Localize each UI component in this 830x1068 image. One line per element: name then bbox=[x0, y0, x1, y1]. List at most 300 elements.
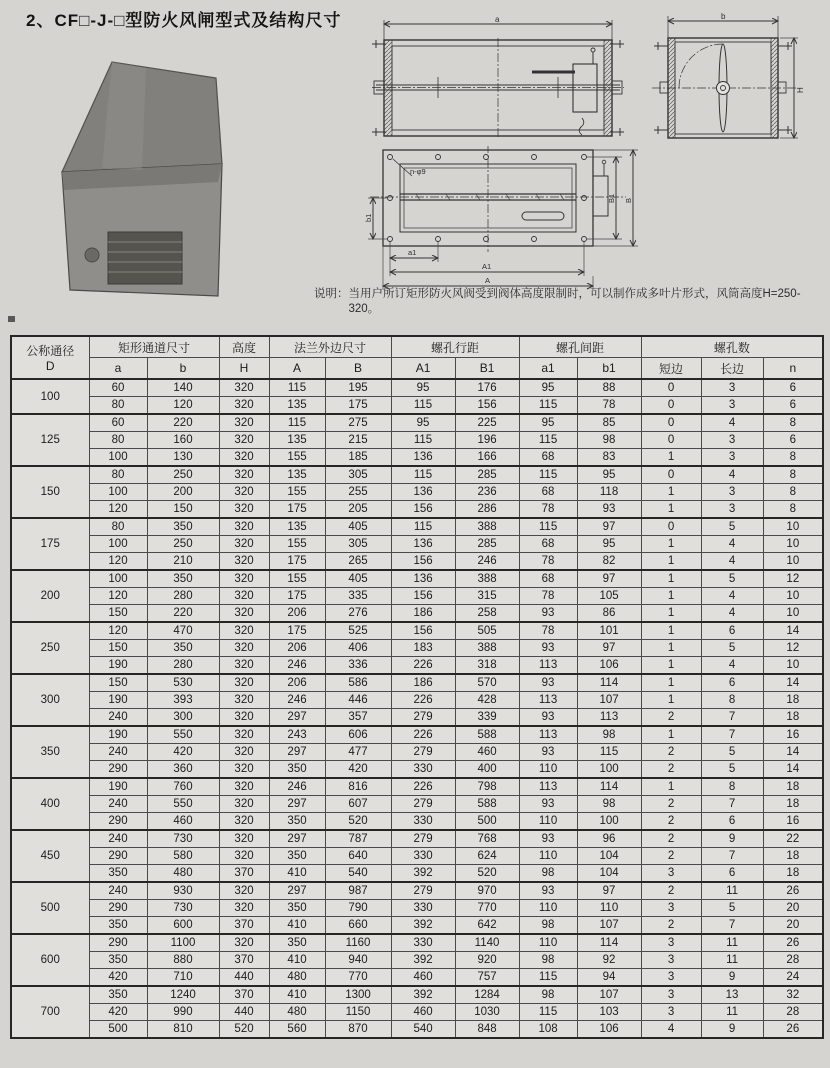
cell-value: 93 bbox=[519, 605, 577, 623]
cell-value: 136 bbox=[391, 536, 455, 553]
cell-value: 370 bbox=[219, 986, 269, 1004]
cell-value: 428 bbox=[455, 692, 519, 709]
cell-value: 1 bbox=[641, 449, 701, 467]
cell-value: 350 bbox=[89, 952, 147, 969]
cell-value: 0 bbox=[641, 466, 701, 484]
cell-value: 246 bbox=[269, 657, 325, 675]
cell-value: 60 bbox=[89, 414, 147, 432]
cell-value: 26 bbox=[763, 934, 823, 952]
cell-value: 14 bbox=[763, 761, 823, 779]
cell-value: 320 bbox=[219, 640, 269, 657]
cell-value: 4 bbox=[641, 1021, 701, 1039]
end-view-drawing bbox=[638, 12, 810, 144]
end-view-dim-h: H bbox=[796, 87, 805, 93]
cell-value: 104 bbox=[577, 848, 641, 865]
cell-value: 68 bbox=[519, 570, 577, 588]
cell-value: 220 bbox=[147, 605, 219, 623]
cell-value: 6 bbox=[701, 622, 763, 640]
cell-value: 4 bbox=[701, 536, 763, 553]
cell-value: 82 bbox=[577, 553, 641, 571]
cell-value: 258 bbox=[455, 605, 519, 623]
cell-value: 3 bbox=[701, 379, 763, 397]
cell-value: 1284 bbox=[455, 986, 519, 1004]
note bbox=[314, 287, 826, 317]
cell-value: 135 bbox=[269, 432, 325, 449]
header-group-hole-row: 螺孔行距 bbox=[391, 336, 519, 358]
flange-dim-b1: B1 bbox=[607, 193, 616, 203]
cell-value: 10 bbox=[763, 588, 823, 605]
cell-value: 115 bbox=[519, 397, 577, 415]
cell-value: 120 bbox=[89, 553, 147, 571]
cell-value: 2 bbox=[641, 796, 701, 813]
cell-value: 285 bbox=[455, 536, 519, 553]
table-row bbox=[11, 466, 823, 484]
cell-value: 115 bbox=[269, 414, 325, 432]
cell-value: 80 bbox=[89, 397, 147, 415]
cell-value: 320 bbox=[219, 778, 269, 796]
cell-value: 0 bbox=[641, 432, 701, 449]
cell-value: 206 bbox=[269, 674, 325, 692]
cell-value: 115 bbox=[391, 466, 455, 484]
cell-value: 7 bbox=[701, 796, 763, 813]
cell-value: 642 bbox=[455, 917, 519, 935]
cell-value: 175 bbox=[269, 622, 325, 640]
cell-value: 305 bbox=[325, 536, 391, 553]
cell-value: 530 bbox=[147, 674, 219, 692]
table-row bbox=[11, 934, 823, 952]
cell-value: 265 bbox=[325, 553, 391, 571]
cell-value: 130 bbox=[147, 449, 219, 467]
cell-value: 93 bbox=[577, 501, 641, 519]
table-row bbox=[11, 622, 823, 640]
cell-value: 420 bbox=[89, 969, 147, 987]
cell-value: 5 bbox=[701, 744, 763, 761]
cell-value: 357 bbox=[325, 709, 391, 727]
cell-value: 297 bbox=[269, 882, 325, 900]
cell-value: 8 bbox=[763, 449, 823, 467]
cell-value: 600 bbox=[147, 917, 219, 935]
cell-value: 1 bbox=[641, 778, 701, 796]
cell-value: 520 bbox=[325, 813, 391, 831]
cell-value: 410 bbox=[269, 865, 325, 883]
cell-value: 32 bbox=[763, 986, 823, 1004]
cell-value: 410 bbox=[269, 952, 325, 969]
cell-value: 320 bbox=[219, 692, 269, 709]
cell-value: 710 bbox=[147, 969, 219, 987]
cell-value: 92 bbox=[577, 952, 641, 969]
cell-value: 115 bbox=[269, 379, 325, 397]
cell-value: 1240 bbox=[147, 986, 219, 1004]
cell-value: 83 bbox=[577, 449, 641, 467]
cell-value: 5 bbox=[701, 900, 763, 917]
subheader-A1: A1 bbox=[391, 358, 455, 380]
cell-value: 101 bbox=[577, 622, 641, 640]
flange-dim-a: A bbox=[485, 276, 491, 285]
cell-value: 136 bbox=[391, 449, 455, 467]
note-body: 当用户所订矩形防火风阀受到阀体高度限制时，可以制作成多叶片形式，风筒高度H=250-320。 bbox=[348, 288, 801, 315]
table-row bbox=[11, 657, 823, 675]
cell-value: 3 bbox=[701, 484, 763, 501]
cell-value: 1 bbox=[641, 674, 701, 692]
cell-value: 279 bbox=[391, 830, 455, 848]
cell-value: 320 bbox=[219, 934, 269, 952]
cell-value: 7 bbox=[701, 726, 763, 744]
cell-value: 2 bbox=[641, 761, 701, 779]
cell-value: 80 bbox=[89, 466, 147, 484]
subheader-short-side: 短边 bbox=[641, 358, 701, 380]
cell-value: 115 bbox=[391, 432, 455, 449]
cell-value: 135 bbox=[269, 518, 325, 536]
cell-value: 115 bbox=[519, 432, 577, 449]
cell-value: 93 bbox=[519, 796, 577, 813]
cell-nominal-diameter: 600 bbox=[11, 934, 89, 986]
cell-value: 370 bbox=[219, 952, 269, 969]
header-diameter bbox=[11, 336, 89, 379]
table-row bbox=[11, 761, 823, 779]
cell-value: 286 bbox=[455, 501, 519, 519]
cell-value: 320 bbox=[219, 605, 269, 623]
cell-value: 114 bbox=[577, 674, 641, 692]
cell-value: 388 bbox=[455, 570, 519, 588]
cell-value: 18 bbox=[763, 778, 823, 796]
cell-value: 26 bbox=[763, 1021, 823, 1039]
table-row bbox=[11, 882, 823, 900]
table-row bbox=[11, 1004, 823, 1021]
cell-value: 6 bbox=[763, 379, 823, 397]
cell-value: 110 bbox=[519, 900, 577, 917]
cell-value: 1 bbox=[641, 692, 701, 709]
cell-value: 155 bbox=[269, 536, 325, 553]
cell-value: 113 bbox=[519, 657, 577, 675]
cell-value: 285 bbox=[455, 466, 519, 484]
cell-value: 93 bbox=[519, 830, 577, 848]
header-group-hole-gap: 螺孔间距 bbox=[519, 336, 641, 358]
cell-value: 480 bbox=[269, 969, 325, 987]
cell-value: 115 bbox=[519, 969, 577, 987]
cell-value: 360 bbox=[147, 761, 219, 779]
table-row bbox=[11, 449, 823, 467]
cell-value: 118 bbox=[577, 484, 641, 501]
cell-value: 150 bbox=[147, 501, 219, 519]
table-row bbox=[11, 674, 823, 692]
cell-value: 155 bbox=[269, 449, 325, 467]
cell-value: 320 bbox=[219, 501, 269, 519]
cell-value: 480 bbox=[269, 1004, 325, 1021]
cell-value: 105 bbox=[577, 588, 641, 605]
cell-value: 1 bbox=[641, 622, 701, 640]
cell-value: 320 bbox=[219, 484, 269, 501]
cell-value: 88 bbox=[577, 379, 641, 397]
cell-value: 400 bbox=[455, 761, 519, 779]
cell-value: 987 bbox=[325, 882, 391, 900]
page-title: 2、CF□-J-□型防火风闸型式及结构尺寸 bbox=[26, 11, 342, 30]
cell-value: 848 bbox=[455, 1021, 519, 1039]
table-row bbox=[11, 605, 823, 623]
cell-value: 246 bbox=[269, 692, 325, 709]
cell-value: 11 bbox=[701, 1004, 763, 1021]
cell-value: 22 bbox=[763, 830, 823, 848]
cell-value: 790 bbox=[325, 900, 391, 917]
cell-value: 246 bbox=[455, 553, 519, 571]
cell-value: 420 bbox=[89, 1004, 147, 1021]
cell-value: 392 bbox=[391, 917, 455, 935]
cell-value: 540 bbox=[391, 1021, 455, 1039]
cell-value: 156 bbox=[391, 501, 455, 519]
cell-value: 315 bbox=[455, 588, 519, 605]
cell-value: 11 bbox=[701, 934, 763, 952]
cell-value: 18 bbox=[763, 865, 823, 883]
cell-value: 104 bbox=[577, 865, 641, 883]
cell-value: 240 bbox=[89, 882, 147, 900]
cell-value: 9 bbox=[701, 830, 763, 848]
cell-nominal-diameter: 450 bbox=[11, 830, 89, 882]
cell-value: 100 bbox=[89, 536, 147, 553]
subheader-b1: b1 bbox=[577, 358, 641, 380]
cell-value: 10 bbox=[763, 605, 823, 623]
cell-value: 13 bbox=[701, 986, 763, 1004]
cell-value: 290 bbox=[89, 934, 147, 952]
cell-value: 8 bbox=[763, 501, 823, 519]
cell-value: 98 bbox=[519, 952, 577, 969]
cell-value: 580 bbox=[147, 848, 219, 865]
cell-value: 175 bbox=[325, 397, 391, 415]
cell-nominal-diameter: 500 bbox=[11, 882, 89, 934]
cell-value: 190 bbox=[89, 726, 147, 744]
subheader-A: A bbox=[269, 358, 325, 380]
cell-value: 560 bbox=[269, 1021, 325, 1039]
cell-value: 6 bbox=[763, 397, 823, 415]
cell-value: 280 bbox=[147, 588, 219, 605]
cell-value: 1 bbox=[641, 536, 701, 553]
cell-value: 279 bbox=[391, 744, 455, 761]
cell-value: 226 bbox=[391, 692, 455, 709]
cell-value: 770 bbox=[325, 969, 391, 987]
cell-value: 120 bbox=[147, 397, 219, 415]
cell-value: 7 bbox=[701, 917, 763, 935]
cell-value: 320 bbox=[219, 466, 269, 484]
table-row bbox=[11, 726, 823, 744]
cell-value: 370 bbox=[219, 865, 269, 883]
cell-value: 816 bbox=[325, 778, 391, 796]
cell-value: 16 bbox=[763, 813, 823, 831]
cell-value: 78 bbox=[577, 397, 641, 415]
cell-value: 350 bbox=[147, 640, 219, 657]
cell-value: 190 bbox=[89, 657, 147, 675]
cell-value: 520 bbox=[455, 865, 519, 883]
cell-value: 110 bbox=[577, 900, 641, 917]
table-row bbox=[11, 900, 823, 917]
cell-value: 135 bbox=[269, 466, 325, 484]
cell-nominal-diameter: 100 bbox=[11, 379, 89, 414]
table-row bbox=[11, 553, 823, 571]
cell-value: 339 bbox=[455, 709, 519, 727]
cell-value: 880 bbox=[147, 952, 219, 969]
cell-value: 250 bbox=[147, 466, 219, 484]
cell-value: 320 bbox=[219, 379, 269, 397]
cell-value: 10 bbox=[763, 553, 823, 571]
cell-value: 520 bbox=[219, 1021, 269, 1039]
table-row bbox=[11, 917, 823, 935]
cell-value: 350 bbox=[269, 813, 325, 831]
cell-value: 810 bbox=[147, 1021, 219, 1039]
cell-value: 115 bbox=[519, 518, 577, 536]
cell-value: 1140 bbox=[455, 934, 519, 952]
cell-value: 290 bbox=[89, 848, 147, 865]
flange-dim-a1-small: a1 bbox=[408, 248, 417, 257]
table-row bbox=[11, 692, 823, 709]
cell-value: 318 bbox=[455, 657, 519, 675]
cell-value: 920 bbox=[455, 952, 519, 969]
cell-value: 185 bbox=[325, 449, 391, 467]
cell-nominal-diameter: 350 bbox=[11, 726, 89, 778]
cell-value: 136 bbox=[391, 484, 455, 501]
cell-value: 135 bbox=[269, 397, 325, 415]
cell-value: 93 bbox=[519, 882, 577, 900]
cell-value: 110 bbox=[519, 813, 577, 831]
cell-value: 320 bbox=[219, 657, 269, 675]
cell-value: 115 bbox=[577, 744, 641, 761]
cell-value: 2 bbox=[641, 882, 701, 900]
cell-value: 6 bbox=[701, 674, 763, 692]
subheader-B: B bbox=[325, 358, 391, 380]
cell-value: 460 bbox=[147, 813, 219, 831]
cell-value: 9 bbox=[701, 1021, 763, 1039]
cell-value: 108 bbox=[519, 1021, 577, 1039]
cell-value: 240 bbox=[89, 744, 147, 761]
cell-value: 255 bbox=[325, 484, 391, 501]
cell-value: 2 bbox=[641, 709, 701, 727]
cell-value: 110 bbox=[519, 848, 577, 865]
cell-value: 4 bbox=[701, 553, 763, 571]
cell-value: 3 bbox=[701, 397, 763, 415]
cell-value: 28 bbox=[763, 952, 823, 969]
cell-value: 206 bbox=[269, 605, 325, 623]
cell-value: 243 bbox=[269, 726, 325, 744]
cell-value: 206 bbox=[269, 640, 325, 657]
table-header bbox=[11, 336, 823, 379]
table-row bbox=[11, 432, 823, 449]
cell-value: 320 bbox=[219, 570, 269, 588]
cell-value: 300 bbox=[147, 709, 219, 727]
cell-value: 588 bbox=[455, 726, 519, 744]
cell-nominal-diameter: 700 bbox=[11, 986, 89, 1038]
cell-value: 97 bbox=[577, 640, 641, 657]
cell-value: 1150 bbox=[325, 1004, 391, 1021]
cell-value: 186 bbox=[391, 605, 455, 623]
flange-dim-a1: A1 bbox=[482, 262, 492, 271]
cell-value: 10 bbox=[763, 536, 823, 553]
cell-value: 320 bbox=[219, 744, 269, 761]
table-row bbox=[11, 484, 823, 501]
cell-value: 480 bbox=[147, 865, 219, 883]
cell-value: 320 bbox=[219, 536, 269, 553]
cell-value: 393 bbox=[147, 692, 219, 709]
cell-value: 98 bbox=[519, 917, 577, 935]
cell-value: 350 bbox=[89, 865, 147, 883]
cell-value: 113 bbox=[519, 778, 577, 796]
table-row bbox=[11, 501, 823, 519]
cell-value: 175 bbox=[269, 588, 325, 605]
cell-value: 6 bbox=[701, 865, 763, 883]
cell-value: 320 bbox=[219, 813, 269, 831]
cell-value: 940 bbox=[325, 952, 391, 969]
cell-value: 320 bbox=[219, 709, 269, 727]
cell-value: 18 bbox=[763, 848, 823, 865]
cell-value: 68 bbox=[519, 449, 577, 467]
cell-value: 570 bbox=[455, 674, 519, 692]
cell-value: 100 bbox=[577, 813, 641, 831]
cell-value: 3 bbox=[701, 432, 763, 449]
cell-value: 1 bbox=[641, 640, 701, 657]
cell-value: 160 bbox=[147, 432, 219, 449]
cell-value: 113 bbox=[519, 726, 577, 744]
cell-value: 1 bbox=[641, 553, 701, 571]
cell-value: 240 bbox=[89, 830, 147, 848]
cell-value: 3 bbox=[641, 986, 701, 1004]
cell-value: 2 bbox=[641, 744, 701, 761]
cell-value: 226 bbox=[391, 726, 455, 744]
cell-value: 1 bbox=[641, 726, 701, 744]
table-row bbox=[11, 952, 823, 969]
cell-value: 93 bbox=[519, 674, 577, 692]
header-diameter-line1: 公称通径 bbox=[26, 344, 75, 358]
cell-value: 1 bbox=[641, 605, 701, 623]
cell-value: 330 bbox=[391, 900, 455, 917]
cell-value: 95 bbox=[519, 414, 577, 432]
cell-value: 183 bbox=[391, 640, 455, 657]
cell-value: 210 bbox=[147, 553, 219, 571]
cell-value: 18 bbox=[763, 796, 823, 813]
cell-value: 330 bbox=[391, 934, 455, 952]
cell-value: 11 bbox=[701, 952, 763, 969]
cell-value: 155 bbox=[269, 484, 325, 501]
cell-value: 320 bbox=[219, 414, 269, 432]
cell-value: 279 bbox=[391, 796, 455, 813]
cell-value: 7 bbox=[701, 848, 763, 865]
cell-value: 115 bbox=[519, 466, 577, 484]
cell-value: 279 bbox=[391, 709, 455, 727]
cell-value: 320 bbox=[219, 848, 269, 865]
cell-value: 3 bbox=[641, 934, 701, 952]
cell-value: 166 bbox=[455, 449, 519, 467]
cell-value: 26 bbox=[763, 882, 823, 900]
cell-value: 5 bbox=[701, 518, 763, 536]
dimension-table bbox=[10, 335, 824, 1039]
cell-value: 290 bbox=[89, 900, 147, 917]
cell-value: 406 bbox=[325, 640, 391, 657]
table-row bbox=[11, 830, 823, 848]
cell-value: 320 bbox=[219, 449, 269, 467]
cell-value: 95 bbox=[577, 536, 641, 553]
subheader-B1: B1 bbox=[455, 358, 519, 380]
cell-value: 392 bbox=[391, 952, 455, 969]
cell-value: 120 bbox=[89, 622, 147, 640]
cell-value: 470 bbox=[147, 622, 219, 640]
cell-value: 98 bbox=[577, 726, 641, 744]
cell-value: 190 bbox=[89, 778, 147, 796]
cell-value: 6 bbox=[763, 432, 823, 449]
cell-value: 12 bbox=[763, 640, 823, 657]
table-row bbox=[11, 640, 823, 657]
cell-value: 730 bbox=[147, 830, 219, 848]
cell-value: 505 bbox=[455, 622, 519, 640]
cell-value: 11 bbox=[701, 882, 763, 900]
cell-value: 3 bbox=[641, 969, 701, 987]
cell-value: 320 bbox=[219, 674, 269, 692]
cell-value: 98 bbox=[519, 865, 577, 883]
cell-value: 220 bbox=[147, 414, 219, 432]
cell-value: 78 bbox=[519, 501, 577, 519]
